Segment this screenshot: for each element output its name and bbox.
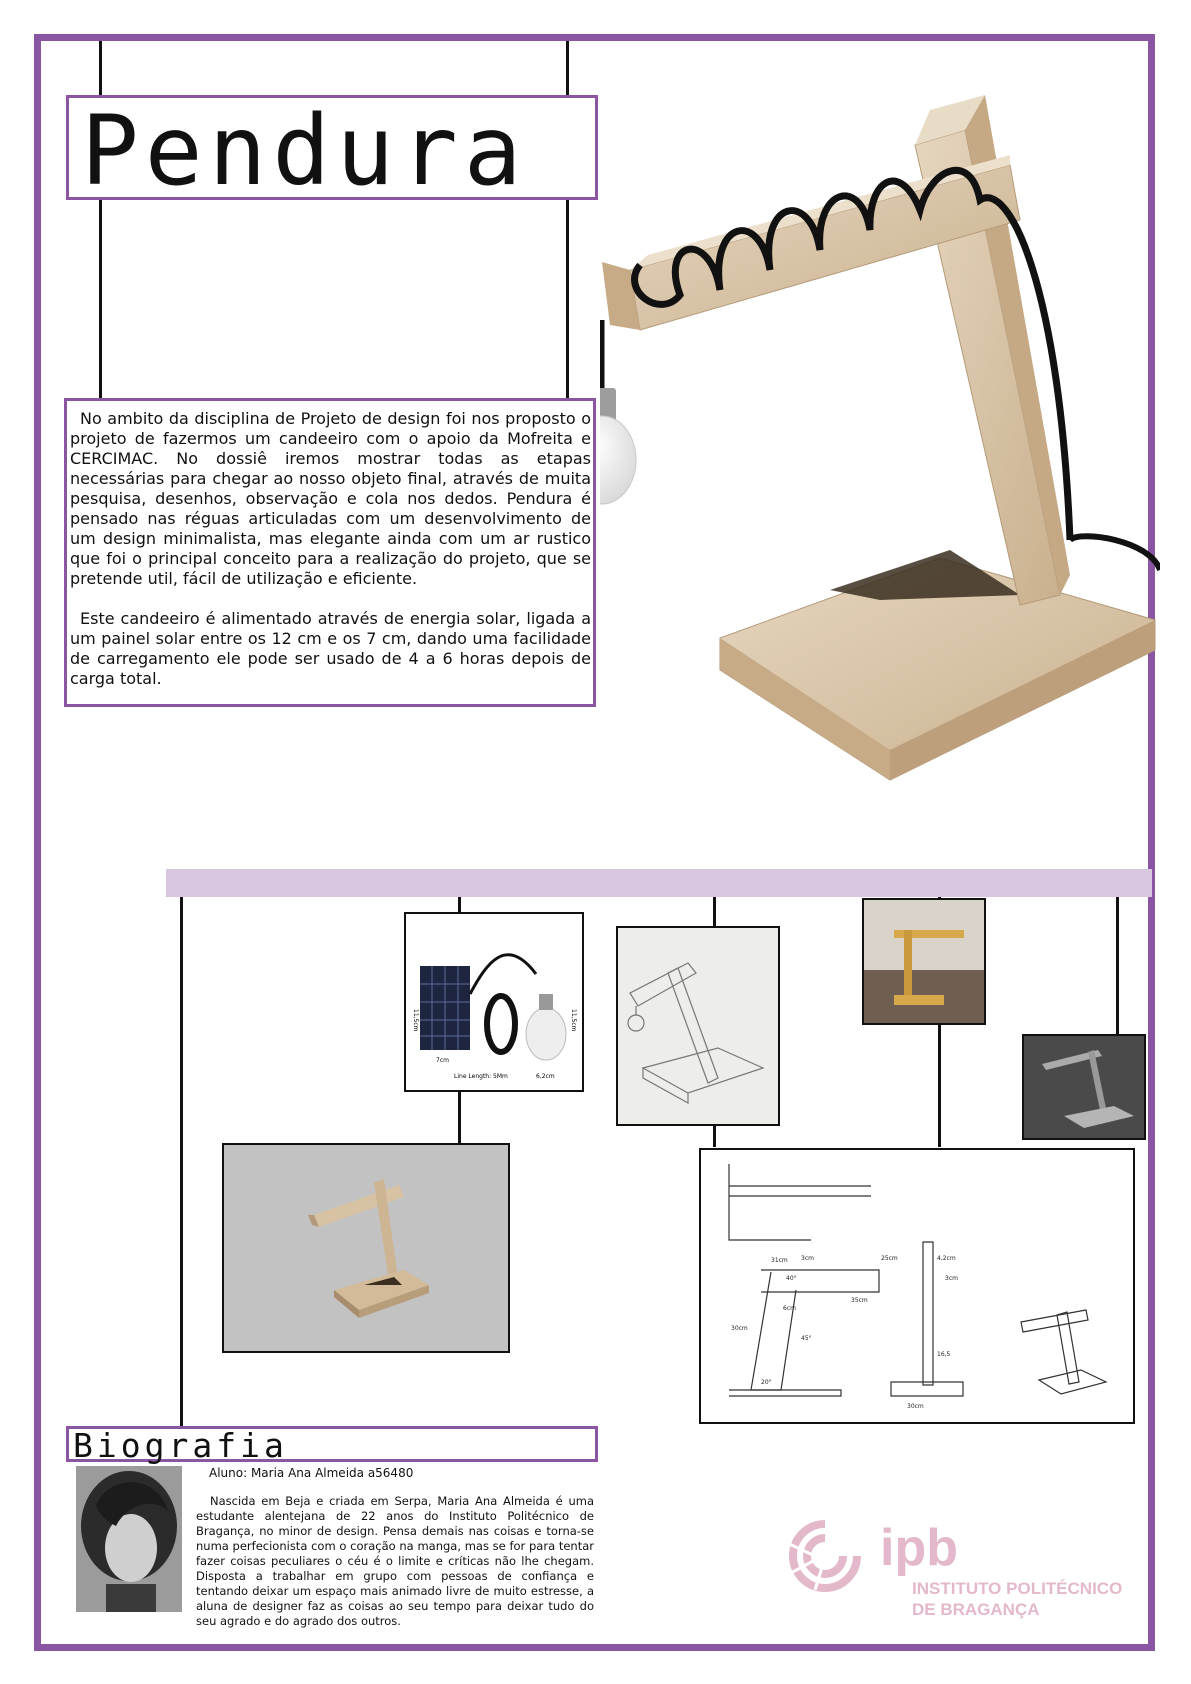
connector-line <box>1116 897 1119 1037</box>
intro-box <box>64 398 596 707</box>
dim-label: 16,5 <box>937 1351 951 1358</box>
biography-text: Nascida em Beja e criada em Serpa, Maria Ana Almeida é uma estudante alentejana de 22 anos do Instituto Politécnico de Bragança, no minor de design. Pensa demais nas coisas e torna-se numa perfecionista com o coração na manga, mas se for para tentar fazer coisas peculiares o céu é o limite e críticas não lhe chegam. Disposta a trabalhar em grupo com pessoas de confiança e tentando deixar um espaço mais animado livre de muito estresse, a aluna de designer faz as coisas ao seu tempo para deixar tudo do seu agrado e do agrado dos outros. <box>196 1494 594 1628</box>
label-cable: Line Length: 5Mm <box>454 1073 508 1080</box>
intro-paragraph-1: No ambito da disciplina de Projeto de design foi nos proposto o projeto de fazermos um candeeiro com o apoio da Mofreita e CERCIMAC. No dossiê iremos mostrar todas as etapas necessárias para chegar ao nosso objeto final, através de muita pesquisa, desenhos, observação e cola nos dedos. Pendura é pensado nas réguas articuladas com um desenvolvimento de um design minimalista, mas elegante ainda com um ar rustico que foi o principal conceito para a realização do projeto, que se pretende util, fácil de utilização e eficiente. <box>70 409 591 588</box>
dim-label: 40° <box>786 1275 797 1282</box>
logo-line-1: INSTITUTO POLITÉCNICO <box>912 1579 1123 1598</box>
technical-drawing <box>699 1148 1135 1424</box>
connector-line <box>180 897 183 1427</box>
dim-label: 35cm <box>851 1297 868 1304</box>
page-title: Pendura <box>81 95 528 207</box>
dim-label: 30cm <box>907 1403 924 1410</box>
dim-label: 3cm <box>801 1255 814 1262</box>
ipb-logo-icon <box>775 1512 875 1597</box>
biography-heading-box <box>66 1426 598 1465</box>
biography-heading: Biografia <box>73 1426 288 1465</box>
dim-label: 31cm <box>771 1257 788 1264</box>
logo-short: ipb <box>880 1519 958 1577</box>
dim-label: 4,2cm <box>937 1255 956 1262</box>
logo-line-2: DE BRAGANÇA <box>912 1600 1040 1619</box>
timeline-band <box>166 869 1152 897</box>
dim-label: 3cm <box>945 1275 958 1282</box>
student-name: Aluno: Maria Ana Almeida a56480 <box>209 1466 414 1480</box>
dim-label: 30cm <box>731 1325 748 1332</box>
grey-render <box>222 1143 510 1353</box>
lamp-render <box>600 90 1160 810</box>
intro-paragraph-2: Este candeeiro é alimentado através de energia solar, ligada a um painel solar entre os 12 cm e os 7 cm, dando uma facilidade de carregamento ele pode ser usado de 4 a 6 horas depois de carga total. <box>70 609 591 688</box>
label-width: 7cm <box>436 1057 449 1064</box>
bulb-icon <box>526 1008 566 1060</box>
prototype-photo <box>862 898 986 1025</box>
solar-kit-photo <box>404 912 584 1092</box>
dim-label: 6cm <box>783 1305 796 1312</box>
title-box <box>66 95 598 207</box>
sketch-photo <box>616 926 780 1126</box>
dim-label: 25cm <box>881 1255 898 1262</box>
lamp-cable-tail <box>1070 536 1160 570</box>
label-bulb-height: 11,5cm <box>570 1009 577 1032</box>
dark-render <box>1022 1034 1146 1140</box>
dim-label: 45° <box>801 1335 812 1342</box>
label-bulb-width: 6,2cm <box>536 1073 555 1080</box>
label-height: 11,5cm <box>412 1009 419 1032</box>
dim-label: 20° <box>761 1379 772 1386</box>
avatar <box>76 1466 182 1612</box>
bulb-icon <box>600 416 636 504</box>
